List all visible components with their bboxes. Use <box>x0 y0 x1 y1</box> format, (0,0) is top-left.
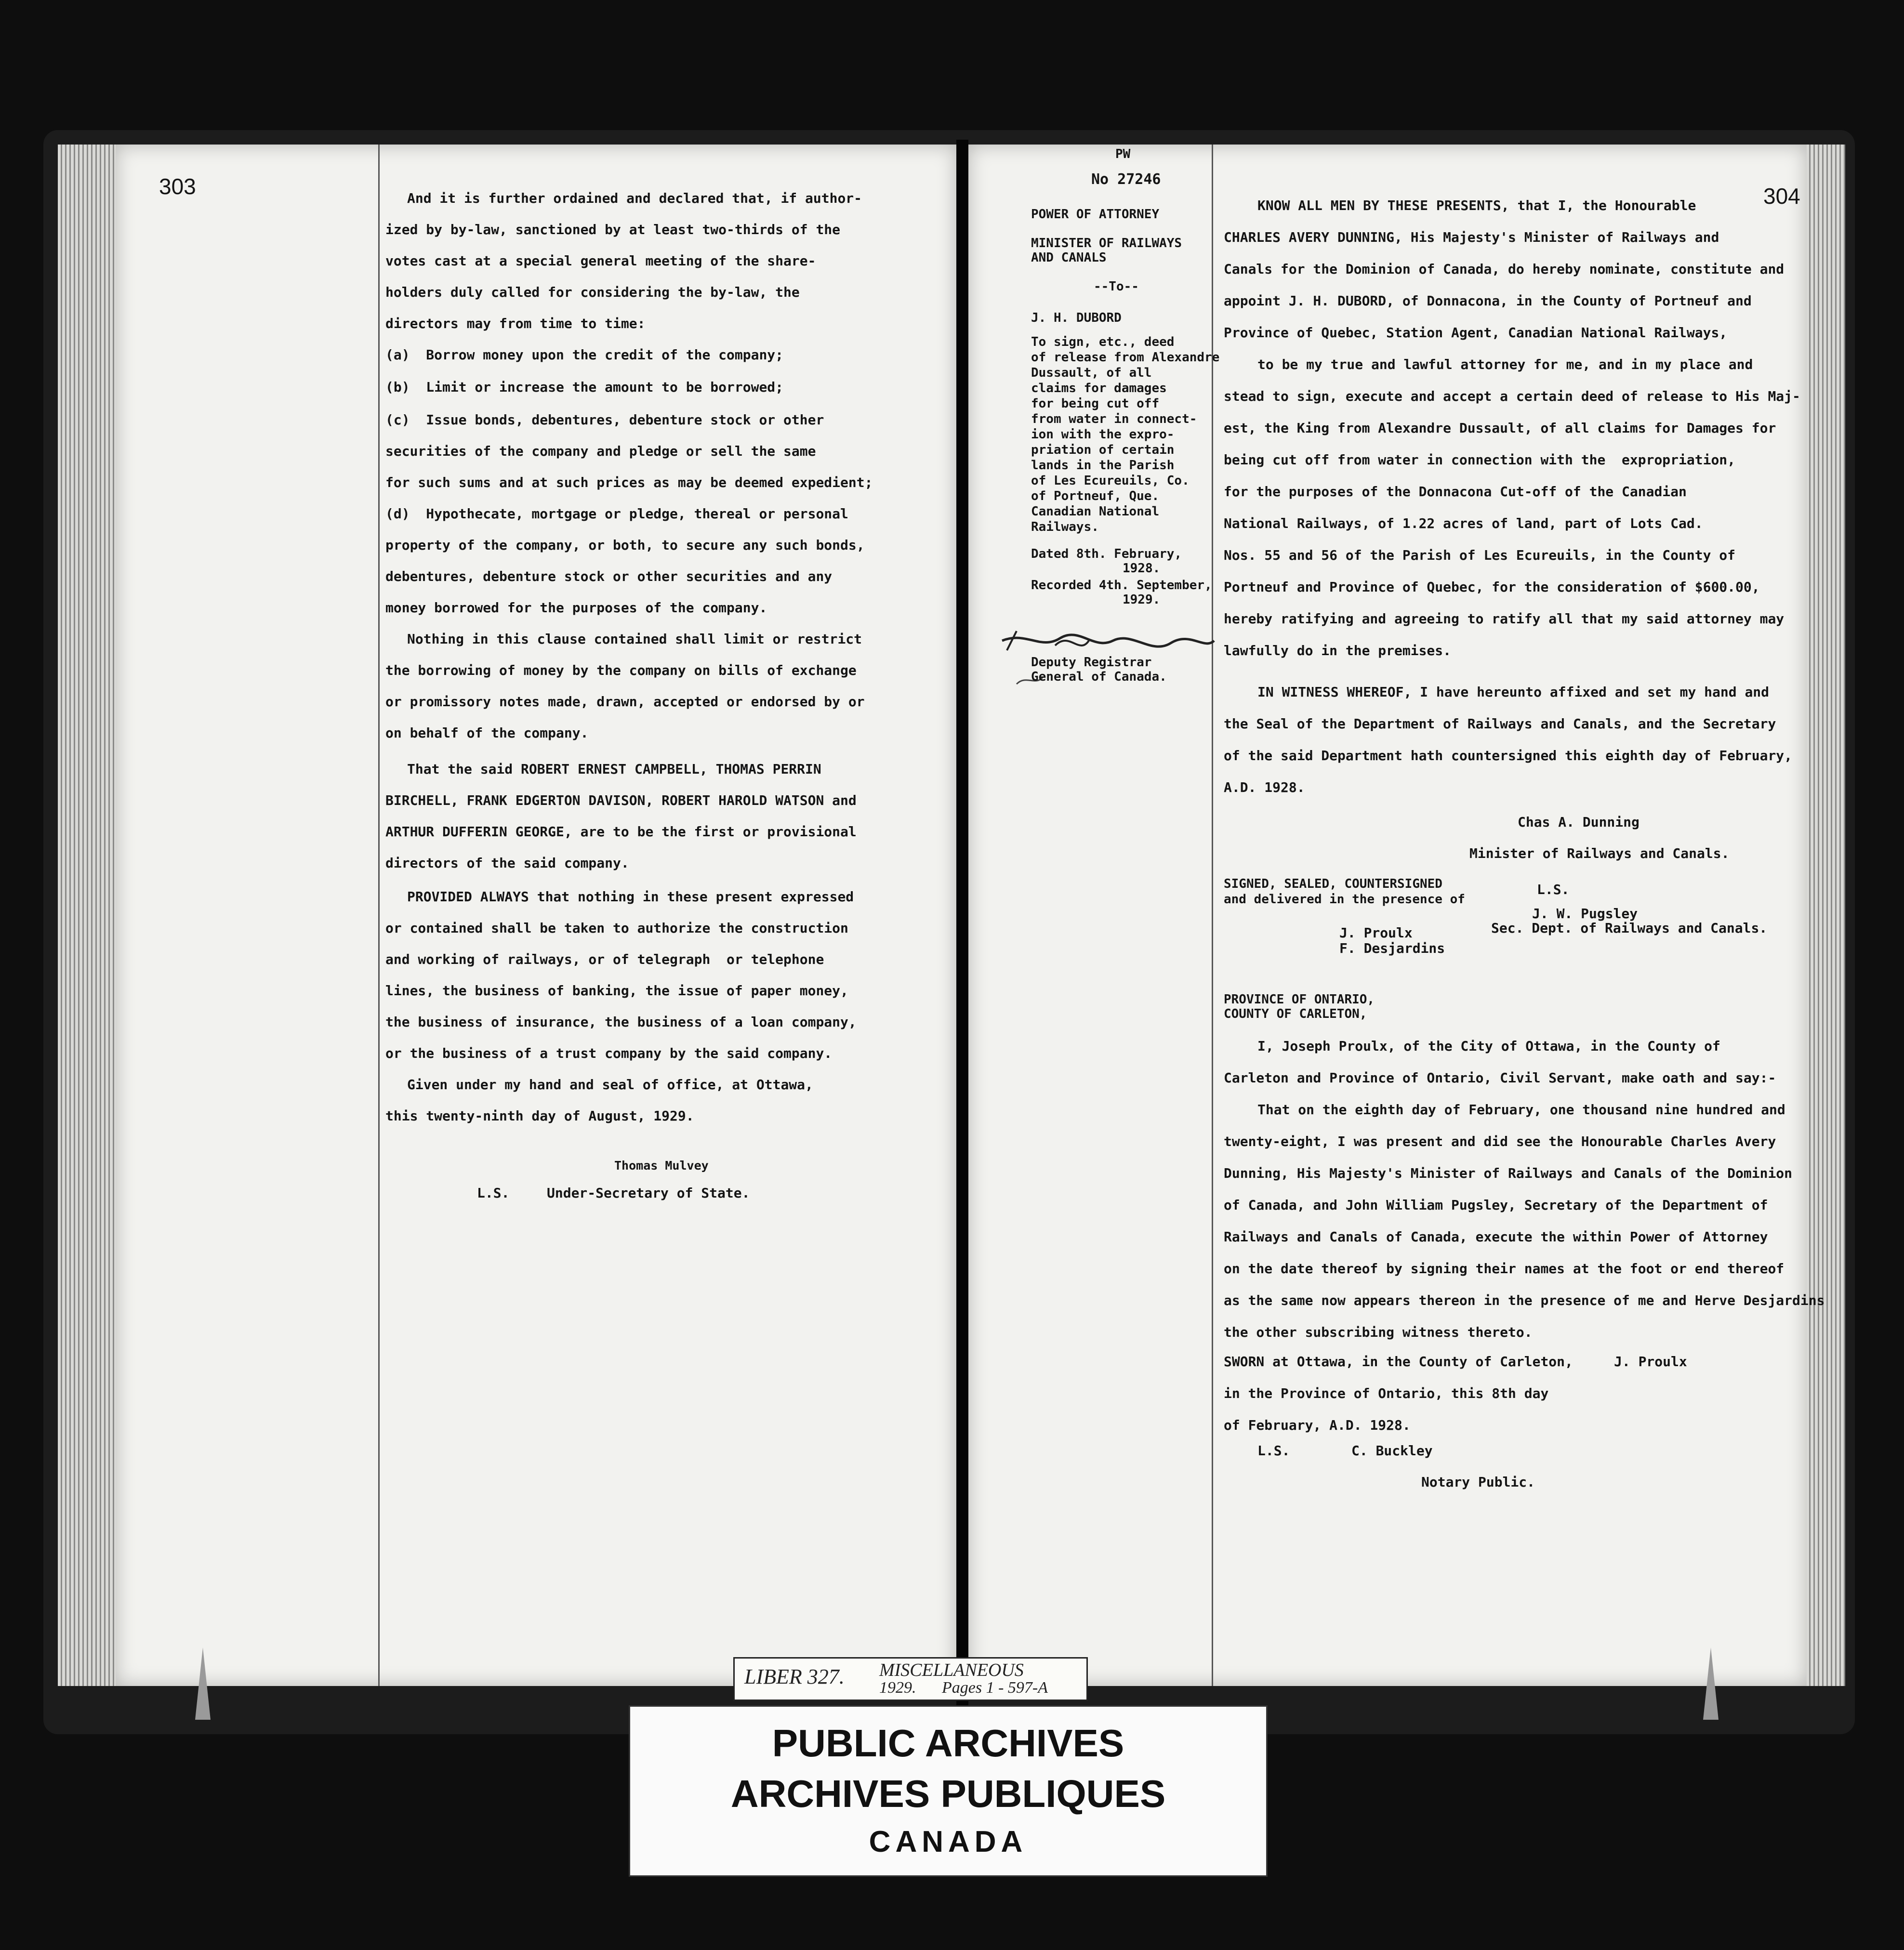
note-grantee: J. H. DUBORD <box>1031 311 1122 325</box>
text-line: lawfully do in the premises. <box>1224 643 1452 659</box>
note-to: --To-- <box>1094 279 1139 294</box>
note-registrar-1: Deputy Registrar <box>1031 655 1152 670</box>
text-line: (a) Borrow money upon the credit of the company; <box>385 347 784 363</box>
text-line: for such sums and at such prices as may be deemed expedient; <box>385 474 873 490</box>
label-pages: Pages 1 - 597-A <box>942 1679 1048 1697</box>
text-line: Canals for the Dominion of Canada, do hereby nominate, constitute and <box>1224 261 1785 277</box>
text-line: ized by by-law, sanctioned by at least two-thirds of the <box>385 222 841 237</box>
text-line: twenty-eight, I was present and did see the Honourable Charles Avery <box>1224 1133 1776 1149</box>
note-dated-2: 1928. <box>1123 561 1161 576</box>
text-line: directors of the said company. <box>385 855 629 871</box>
text-line: being cut off from water in connection with the expropriation, <box>1224 452 1736 468</box>
text-line: directors may from time to time: <box>385 316 646 331</box>
right-page <box>968 145 1825 1686</box>
label-year: 1929. <box>879 1679 916 1697</box>
label-subject: MISCELLANEOUS <box>879 1660 1024 1680</box>
text-line: for being cut off <box>1031 396 1160 411</box>
text-line: BIRCHELL, FRANK EDGERTON DAVISON, ROBERT HAROLD WATSON and <box>385 792 857 808</box>
seal-left: L.S. <box>477 1185 510 1201</box>
liber-label <box>733 1657 1088 1701</box>
text-line: Dussault, of all <box>1031 366 1152 380</box>
text-line: on the date thereof by signing their names at the foot or end thereof <box>1224 1261 1785 1277</box>
note-number: No 27246 <box>1091 171 1161 188</box>
notary-name: C. Buckley <box>1351 1443 1433 1459</box>
text-line: (d) Hypothecate, mortgage or pledge, thereal or personal <box>385 506 848 522</box>
text-line: holders duly called for considering the by-law, the <box>385 284 800 300</box>
signed-line-2: and delivered in the presence of <box>1224 892 1465 907</box>
signature-title: Under-Secretary of State. <box>547 1185 750 1201</box>
seal-right: L.S. <box>1537 882 1570 897</box>
text-line: Nos. 55 and 56 of the Parish of Les Ecureuils, in the County of <box>1224 547 1736 563</box>
text-line: est, the King from Alexandre Dussault, of all claims for Damages for <box>1224 420 1776 436</box>
text-line: claims for damages <box>1031 381 1167 395</box>
note-from-2: AND CANALS <box>1031 250 1107 265</box>
text-line: money borrowed for the purposes of the company. <box>385 600 767 616</box>
text-line: or promissory notes made, drawn, accepted or endorsed by or <box>385 694 865 710</box>
text-line: CHARLES AVERY DUNNING, His Majesty's Minister of Railways and <box>1224 229 1719 245</box>
text-line: PROVIDED ALWAYS that nothing in these present expressed <box>407 889 854 905</box>
text-line: of release from Alexandre <box>1031 350 1220 365</box>
text-line: of Portneuf, Que. <box>1031 489 1160 503</box>
county-heading: COUNTY OF CARLETON, <box>1224 1007 1367 1021</box>
text-line: KNOW ALL MEN BY THESE PRESENTS, that I, the Honourable <box>1257 198 1696 213</box>
text-line: ion with the expro- <box>1031 427 1175 442</box>
left-page <box>116 145 956 1686</box>
text-line: debentures, debenture stock or other securities and any <box>385 568 833 584</box>
text-line: Portneuf and Province of Quebec, for the consideration of $600.00, <box>1224 579 1760 595</box>
archives-line-1: PUBLIC ARCHIVES <box>772 1722 1124 1765</box>
text-line: of the said Department hath countersigned this eighth day of February, <box>1224 748 1793 764</box>
secretary-title: Sec. Dept. of Railways and Canals. <box>1491 920 1768 936</box>
text-line: to be my true and lawful attorney for me, and in my place and <box>1257 356 1753 372</box>
text-line: of Canada, and John William Pugsley, Secretary of the Department of <box>1224 1197 1768 1213</box>
text-line: hereby ratifying and agreeing to ratify all that my said attorney may <box>1224 611 1785 627</box>
text-line: votes cast at a special general meeting of the share- <box>385 253 816 269</box>
left-margin-rule <box>378 145 380 1686</box>
text-line: stead to sign, execute and accept a certain deed of release to His Maj- <box>1224 388 1800 404</box>
right-margin-rule <box>1212 145 1213 1686</box>
text-line: or the business of a trust company by the said company. <box>385 1045 833 1061</box>
note-code: PW <box>1115 147 1131 161</box>
text-line: on behalf of the company. <box>385 725 589 741</box>
text-line: Province of Quebec, Station Agent, Canadian National Railways, <box>1224 325 1728 341</box>
text-line: lands in the Parish <box>1031 458 1175 473</box>
signature-name: Thomas Mulvey <box>614 1159 709 1173</box>
left-page-edges <box>58 145 116 1686</box>
text-line: lines, the business of banking, the issue of paper money, <box>385 983 848 999</box>
text-line: this twenty-ninth day of August, 1929. <box>385 1108 694 1124</box>
text-line: of February, A.D. 1928. <box>1224 1417 1411 1433</box>
note-recorded-2: 1929. <box>1123 593 1161 607</box>
text-line: And it is further ordained and declared that, if author- <box>407 190 862 206</box>
archives-line-2: ARCHIVES PUBLIQUES <box>730 1772 1166 1815</box>
text-line: To sign, etc., deed <box>1031 335 1175 349</box>
text-line: in the Province of Ontario, this 8th day <box>1224 1385 1549 1401</box>
text-line: or contained shall be taken to authorize the construction <box>385 920 848 936</box>
province-heading: PROVINCE OF ONTARIO, <box>1224 992 1375 1007</box>
text-line: That on the eighth day of February, one thousand nine hundred and <box>1257 1102 1785 1118</box>
text-line: of Les Ecureuils, Co. <box>1031 474 1190 488</box>
notary-seal: L.S. <box>1257 1443 1290 1459</box>
book-gutter <box>956 140 968 1705</box>
text-line: securities of the company and pledge or sell the same <box>385 443 816 459</box>
note-from-1: MINISTER OF RAILWAYS <box>1031 236 1182 250</box>
text-line: I, Joseph Proulx, of the City of Ottawa, in the County of <box>1257 1038 1720 1054</box>
text-line: Given under my hand and seal of office, at Ottawa, <box>407 1077 813 1093</box>
right-page-edges <box>1802 145 1845 1686</box>
label-liber: LIBER 327. <box>744 1665 845 1688</box>
minister-signature: Chas A. Dunning <box>1518 814 1640 830</box>
text-line: Railways and Canals of Canada, execute the within Power of Attorney <box>1224 1229 1768 1245</box>
note-registrar-2: General of Canada. <box>1031 670 1167 684</box>
left-page-number: 303 <box>159 174 196 199</box>
right-page-number: 304 <box>1763 184 1800 209</box>
text-line: (c) Issue bonds, debentures, debenture stock or other <box>385 412 824 428</box>
text-line: the business of insurance, the business of a loan company, <box>385 1014 857 1030</box>
text-line: National Railways, of 1.22 acres of land, part of Lots Cad. <box>1224 515 1703 531</box>
text-line: priation of certain <box>1031 443 1175 457</box>
archives-line-3: CANADA <box>869 1825 1028 1858</box>
text-line: as the same now appears thereon in the presence of me and Herve Desjardins <box>1224 1292 1825 1308</box>
minister-title: Minister of Railways and Canals. <box>1469 845 1730 861</box>
signed-line-1: SIGNED, SEALED, COUNTERSIGNED <box>1224 877 1442 891</box>
text-line: ARTHUR DUFFERIN GEORGE, are to be the first or provisional <box>385 824 857 840</box>
text-line: from water in connect- <box>1031 412 1197 426</box>
text-line: A.D. 1928. <box>1224 779 1305 795</box>
note-title: POWER OF ATTORNEY <box>1031 207 1160 222</box>
text-line: property of the company, or both, to secure any such bonds, <box>385 537 865 553</box>
text-line: and working of railways, or of telegraph or telephone <box>385 951 824 967</box>
text-line: (b) Limit or increase the amount to be borrowed; <box>385 379 784 395</box>
witness-1: J. Proulx <box>1339 925 1413 941</box>
text-line: That the said ROBERT ERNEST CAMPBELL, THOMAS PERRIN <box>407 761 821 777</box>
text-line: Nothing in this clause contained shall limit or restrict <box>407 631 862 647</box>
left-page-clip <box>195 1647 211 1720</box>
text-line: the Seal of the Department of Railways and Canals, and the Secretary <box>1224 716 1776 732</box>
text-line: SWORN at Ottawa, in the County of Carleton, <box>1224 1354 1573 1370</box>
notary-title: Notary Public. <box>1421 1474 1535 1490</box>
text-line: for the purposes of the Donnacona Cut-off of the Canadian <box>1224 484 1687 500</box>
text-line: Canadian National <box>1031 504 1160 519</box>
note-dated-1: Dated 8th. February, <box>1031 547 1182 561</box>
right-page-clip <box>1703 1647 1719 1720</box>
deponent-signature: J. Proulx <box>1614 1354 1687 1370</box>
note-recorded-1: Recorded 4th. September, <box>1031 578 1212 593</box>
text-line: appoint J. H. DUBORD, of Donnacona, in the County of Portneuf and <box>1224 293 1752 309</box>
text-line: the other subscribing witness thereto. <box>1224 1324 1533 1340</box>
text-line: Dunning, His Majesty's Minister of Railways and Canals of the Dominion <box>1224 1165 1793 1181</box>
secretary-name: J. W. Pugsley <box>1532 906 1638 922</box>
archives-stamp <box>629 1705 1268 1877</box>
text-line: the borrowing of money by the company on bills of exchange <box>385 662 857 678</box>
witness-2: F. Desjardins <box>1339 940 1445 956</box>
text-line: IN WITNESS WHEREOF, I have hereunto affixed and set my hand and <box>1257 684 1770 700</box>
text-line: Railways. <box>1031 520 1099 534</box>
text-line: Carleton and Province of Ontario, Civil Servant, make oath and say:- <box>1224 1070 1776 1086</box>
